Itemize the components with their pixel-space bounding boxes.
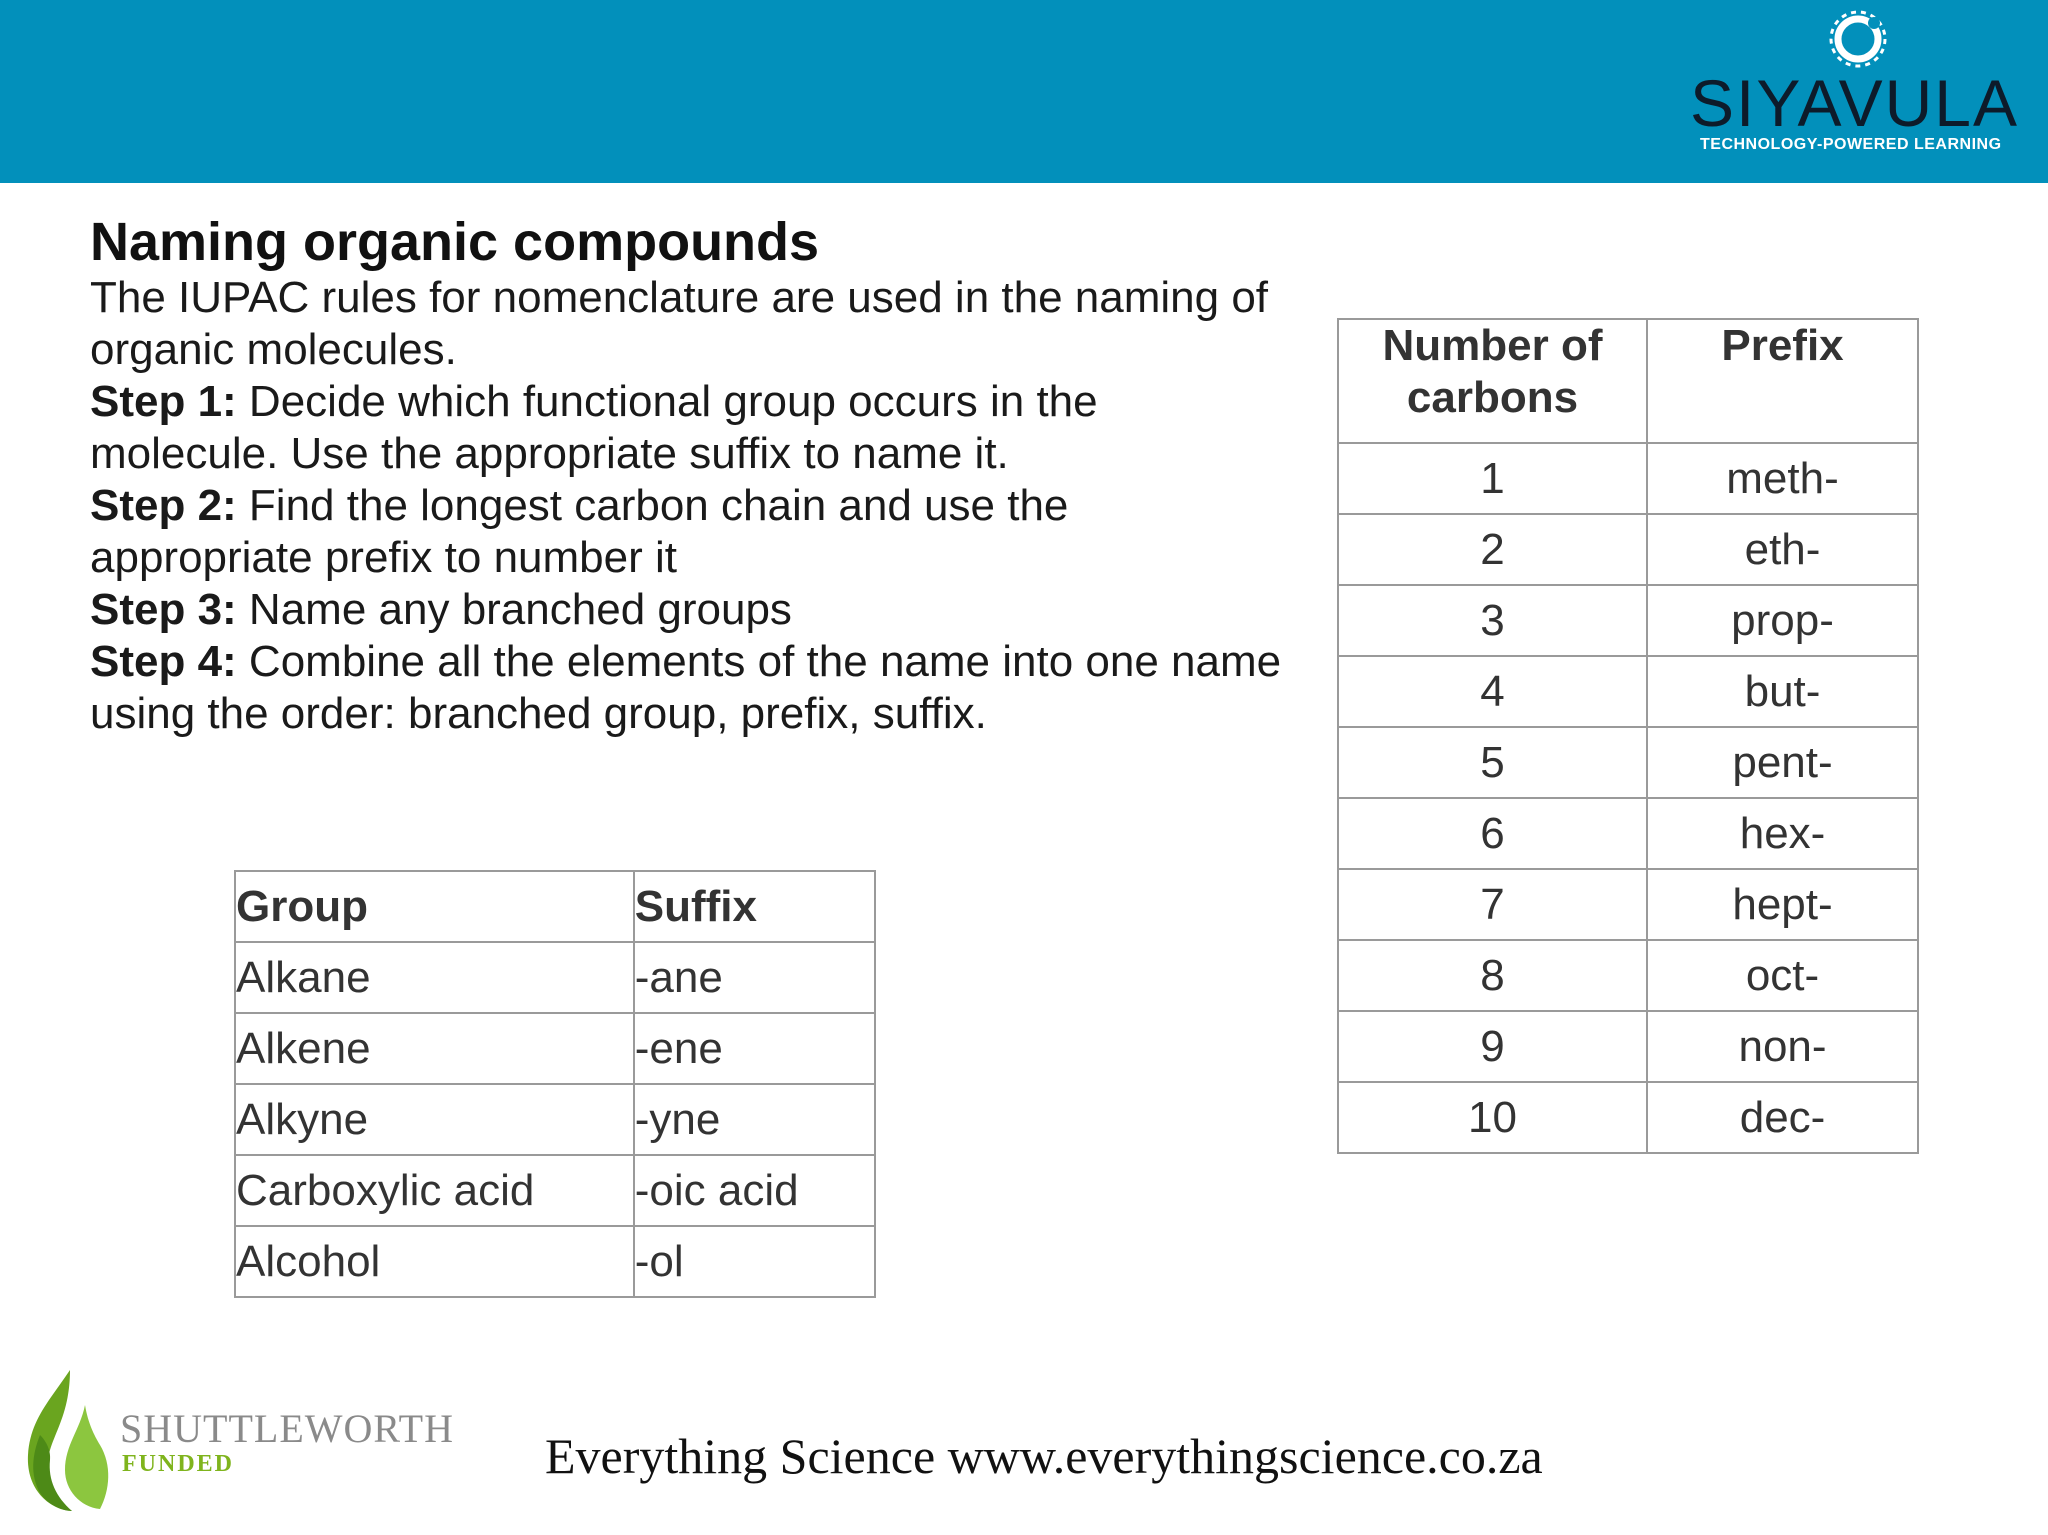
siyavula-tagline: TECHNOLOGY-POWERED LEARNING [1700,136,2002,153]
intro-text [90,272,1290,740]
table-row [1338,869,1918,940]
carbon-count-cell: 2 [1338,514,1647,585]
suffix-table [234,870,876,1298]
step-2-text: Find the longest carbon chain and use the appropriate prefix to number it [90,481,1069,582]
prefix-cell: meth- [1647,443,1918,514]
step-3-text: Name any branched groups [236,585,792,634]
carbon-count-cell: 8 [1338,940,1647,1011]
carbon-count-cell: 9 [1338,1011,1647,1082]
suffix-cell: -ane [634,942,875,1013]
group-cell: Alcohol [235,1226,634,1297]
suffix-cell: -oic acid [634,1155,875,1226]
carbon-count-cell: 6 [1338,798,1647,869]
step-4-label: Step 4: [90,637,237,686]
siyavula-logo [1680,6,2032,156]
prefix-table [1337,318,1919,1154]
column-header-prefix: Prefix [1647,319,1918,443]
prefix-cell: hept- [1647,869,1918,940]
table-row [1338,798,1918,869]
carbon-count-cell: 5 [1338,727,1647,798]
table-row [235,1226,875,1297]
table-row [235,1084,875,1155]
column-header-number-of-carbons: Number of carbons [1338,319,1647,443]
intro-sentence: The IUPAC rules for nomenclature are used in the naming of organic molecules. [90,273,1269,374]
prefix-cell: oct- [1647,940,1918,1011]
suffix-cell: -ol [634,1226,875,1297]
step-2-label: Step 2: [90,481,237,530]
sponsor-name: SHUTTLEWORTH [120,1406,454,1451]
page-title: Naming organic compounds [90,212,820,272]
group-cell: Carboxylic acid [235,1155,634,1226]
shuttleworth-logo [10,1365,480,1515]
flame-icon [10,1365,120,1515]
table-row [1338,727,1918,798]
table-header-row [1338,319,1918,443]
step-1-label: Step 1: [90,377,237,426]
header-bar [0,0,2048,183]
group-cell: Alkene [235,1013,634,1084]
prefix-cell: prop- [1647,585,1918,656]
footer-text: Everything Science www.everythingscience.co.za [545,1428,1543,1484]
table-row [1338,514,1918,585]
carbon-count-cell: 4 [1338,656,1647,727]
step-3-label: Step 3: [90,585,237,634]
carbon-count-cell: 7 [1338,869,1647,940]
main-content [90,212,1290,740]
table-row [1338,443,1918,514]
table-header-row [235,871,875,942]
prefix-cell: non- [1647,1011,1918,1082]
step-4-text: Combine all the elements of the name into one name using the order: branched group, prefix, suffix. [90,637,1282,738]
table-row [1338,1011,1918,1082]
siyavula-ring-icon [1828,9,1888,69]
group-cell: Alkyne [235,1084,634,1155]
prefix-cell: pent- [1647,727,1918,798]
table-row [235,1013,875,1084]
sponsor-funded: FUNDED [122,1451,234,1477]
column-header-suffix: Suffix [634,871,875,942]
carbon-count-cell: 10 [1338,1082,1647,1153]
siyavula-logo-text: SIYAVULA [1690,66,2020,140]
prefix-cell: dec- [1647,1082,1918,1153]
table-row [1338,585,1918,656]
carbon-count-cell: 3 [1338,585,1647,656]
table-row [1338,1082,1918,1153]
step-1-text: Decide which functional group occurs in the molecule. Use the appropriate suffix to name it. [90,377,1098,478]
prefix-cell: but- [1647,656,1918,727]
prefix-cell: hex- [1647,798,1918,869]
suffix-cell: -yne [634,1084,875,1155]
table-row [235,942,875,1013]
column-header-group: Group [235,871,634,942]
table-row [235,1155,875,1226]
group-cell: Alkane [235,942,634,1013]
suffix-cell: -ene [634,1013,875,1084]
carbon-count-cell: 1 [1338,443,1647,514]
prefix-cell: eth- [1647,514,1918,585]
table-row [1338,940,1918,1011]
table-row [1338,656,1918,727]
